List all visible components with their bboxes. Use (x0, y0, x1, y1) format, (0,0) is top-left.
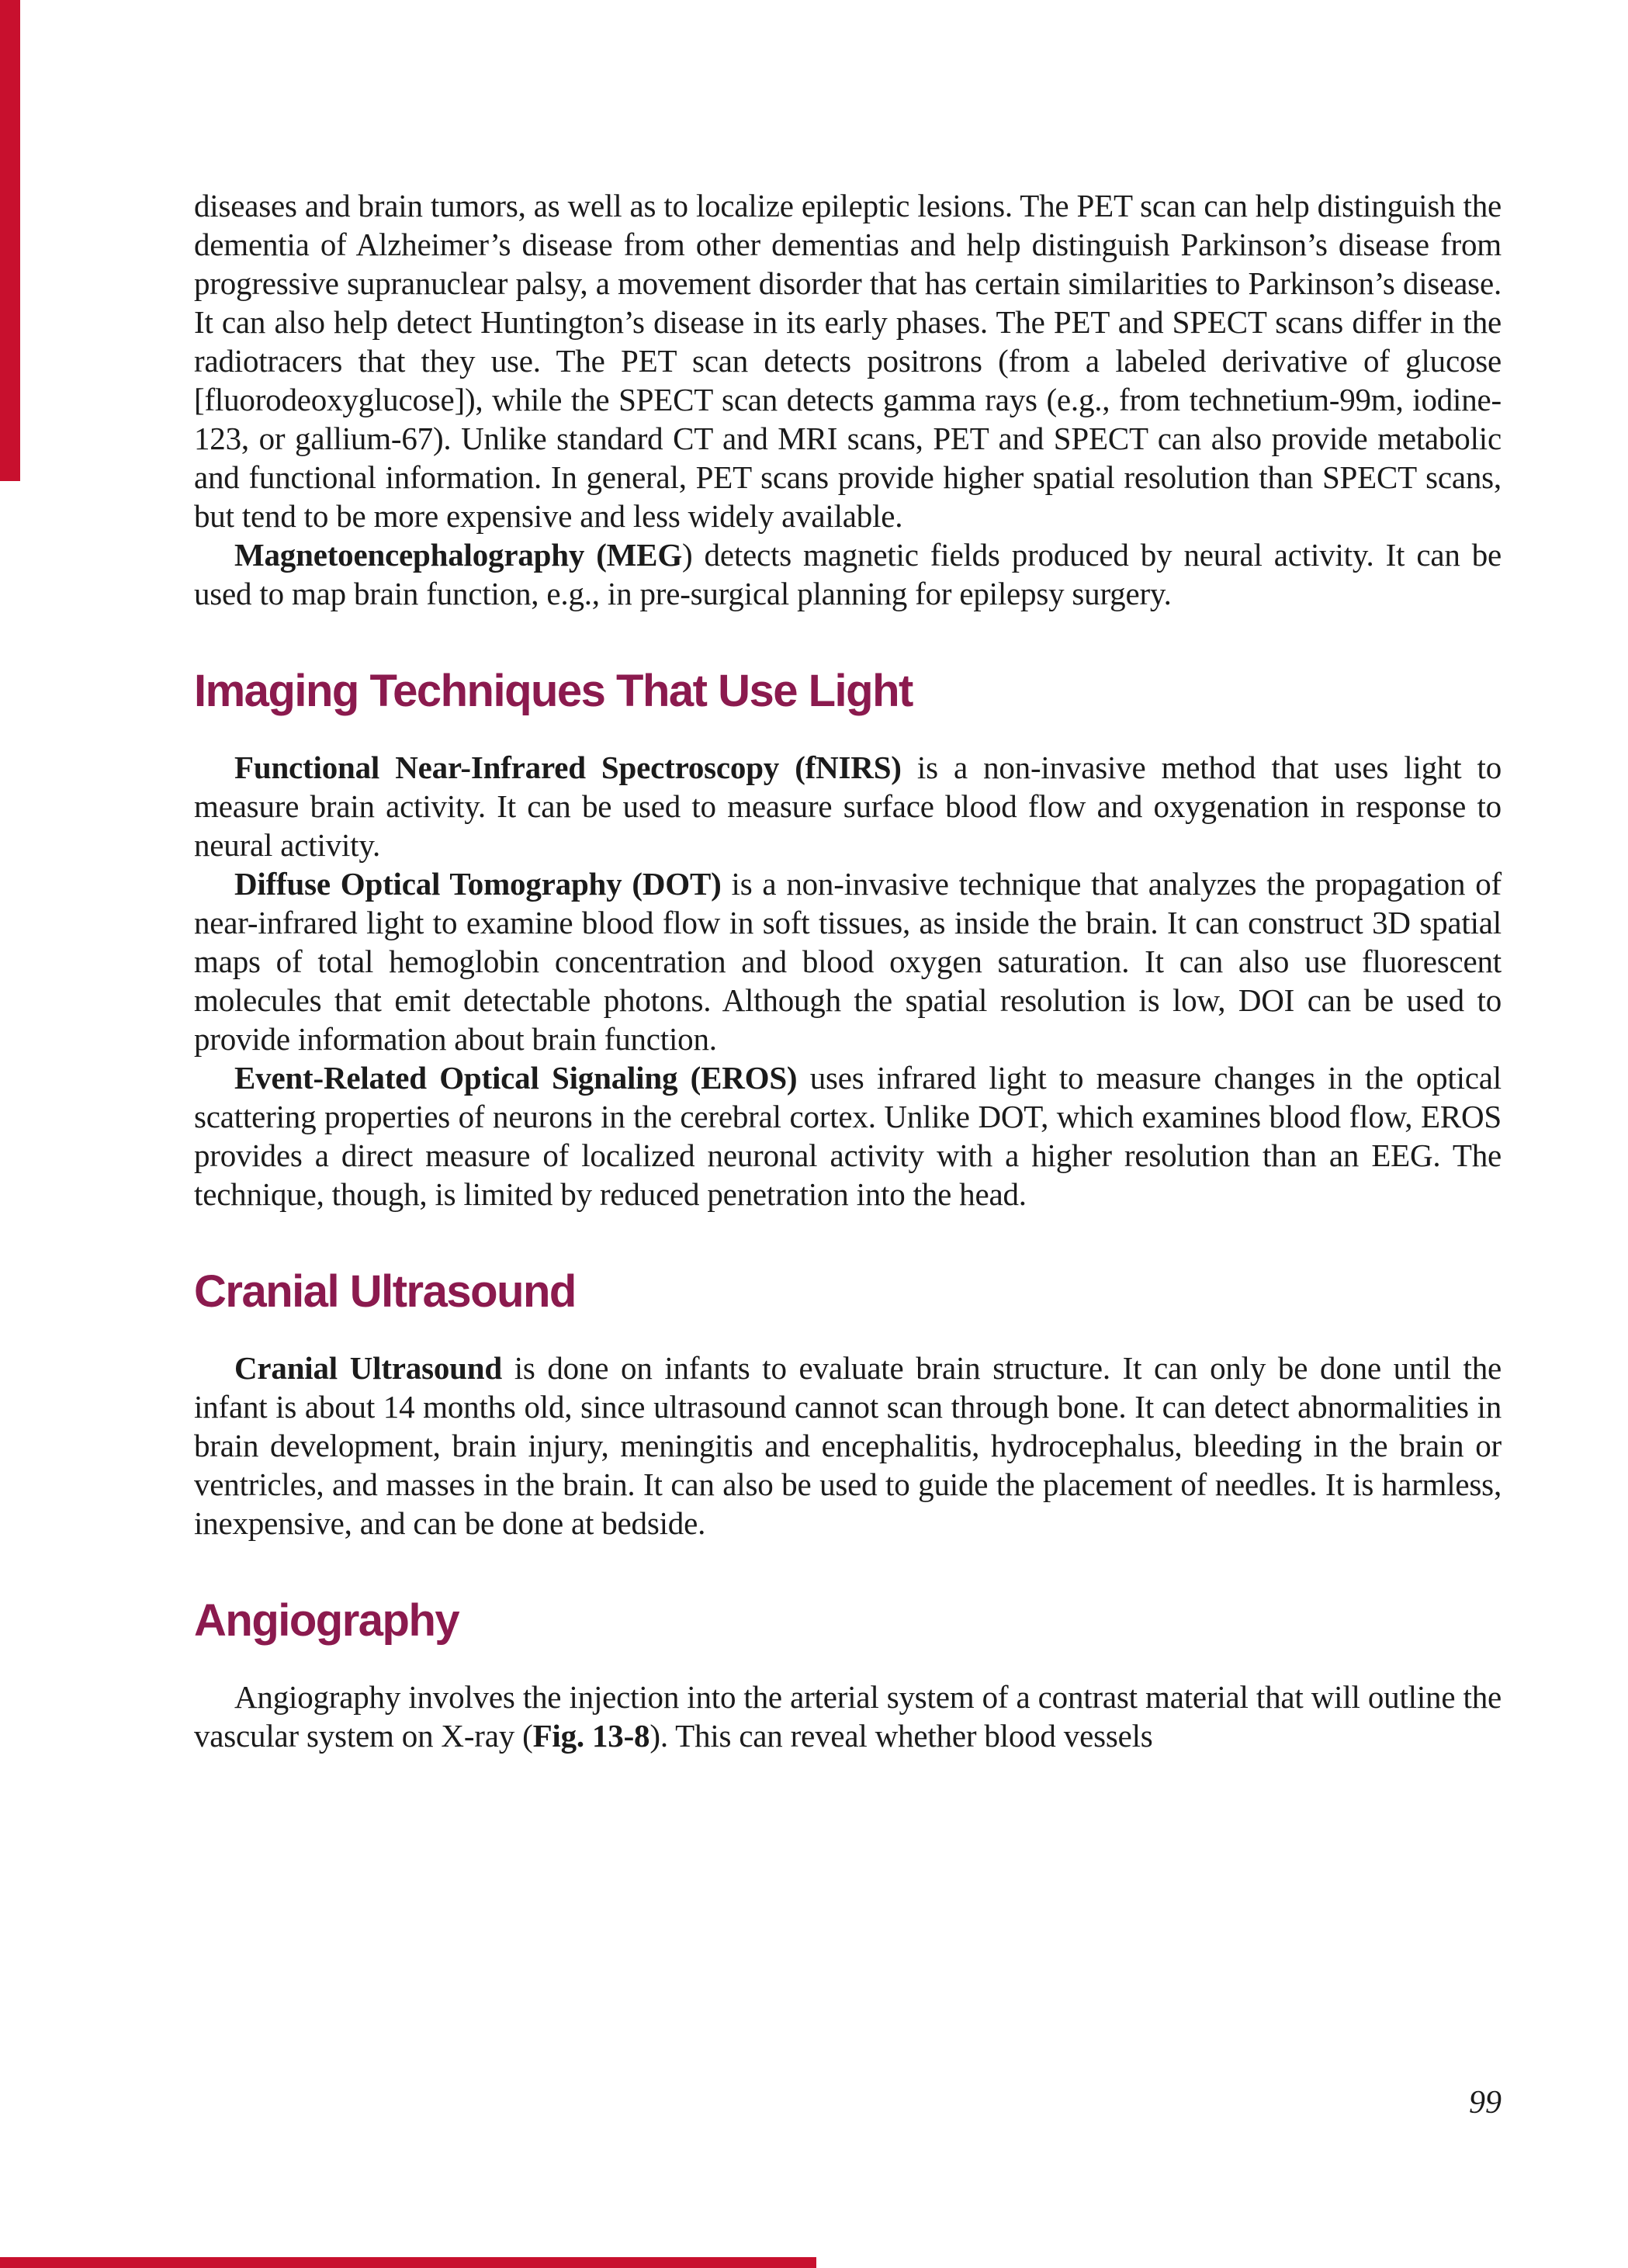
section-heading: Cranial Ultrasound (194, 1266, 576, 1317)
page-edge-tab-bottom (0, 2257, 816, 2268)
page-edge-tab-top (0, 0, 20, 481)
paragraph: Diffuse Optical Tomography (DOT) is a non-invasive technique that analyzes the propagation of near-infrared light to examine blood flow in soft tissues, as inside the brain. It can construct 3D spatial maps of total hemoglobin concentration and blood oxygen saturation. It can also use fluorescent molecules that emit detectable photons. Although the spatial resolution is low, DOI can be used to provide information about brain function. (194, 866, 1502, 1057)
section (194, 1597, 1502, 1755)
paragraph: Angiography involves the injection into the arterial system of a contrast material that will outline the vascular system on X-ray (Fig. 13-8). This can reveal whether blood vessels (194, 1679, 1502, 1754)
paragraph: Magnetoencephalography (MEG) detects magnetic fields produced by neural activity. It can be used to map brain function, e.g., in pre-surgical planning for epilepsy surgery. (194, 537, 1502, 611)
section-heading: Angiography (194, 1595, 459, 1646)
page-number: 99 (1469, 2085, 1502, 2121)
section-heading: Imaging Techniques That Use Light (194, 666, 913, 716)
page-content (194, 186, 1502, 1755)
paragraph: Cranial Ultrasound is done on infants to evaluate brain structure. It can only be done until the infant is about 14 months old, since ultrasound cannot scan through bone. It can detect abnormalities in brain development, brain injury, meningitis and encephalitis, hydrocephalus, bleeding in the brain or ventricles, and masses in the brain. It can also be used to guide the placement of needles. It is harmless, inexpensive, and can be done at bedside. (194, 1350, 1502, 1541)
section (194, 1268, 1502, 1543)
section (194, 667, 1502, 1214)
paragraph: Event-Related Optical Signaling (EROS) uses infrared light to measure changes in the optical scattering properties of neurons in the cerebral cortex. Unlike DOT, which examines blood flow, EROS provides a direct measure of localized neuronal activity with a higher resolution than an EEG. The technique, though, is limited by reduced penetration into the head. (194, 1060, 1502, 1212)
paragraph: diseases and brain tumors, as well as to localize epileptic lesions. The PET scan can help distinguish the dementia of Alzheimer’s disease from other dementias and help distinguish Parkinson’s disease from progressive supranuclear palsy, a movement disorder that has certain similarities to Parkinson’s disease. It can also help detect Huntington’s disease in its early phases. The PET and SPECT scans differ in the radiotracers that they use. The PET scan detects positrons (from a labeled derivative of glucose [fluorodeoxyglucose]), while the SPECT scan detects gamma rays (e.g., from technetium-99m, iodine-123, or gallium-67). Unlike standard CT and MRI scans, PET and SPECT can also provide metabolic and functional information. In general, PET scans provide higher spatial resolution than SPECT scans, but tend to be more expensive and less widely available. (194, 188, 1502, 534)
paragraph: Functional Near-Infrared Spectroscopy (fNIRS) is a non-invasive method that uses light to measure brain activity. It can be used to measure surface blood flow and oxygenation in response to neural activity. (194, 750, 1502, 863)
section (194, 186, 1502, 613)
